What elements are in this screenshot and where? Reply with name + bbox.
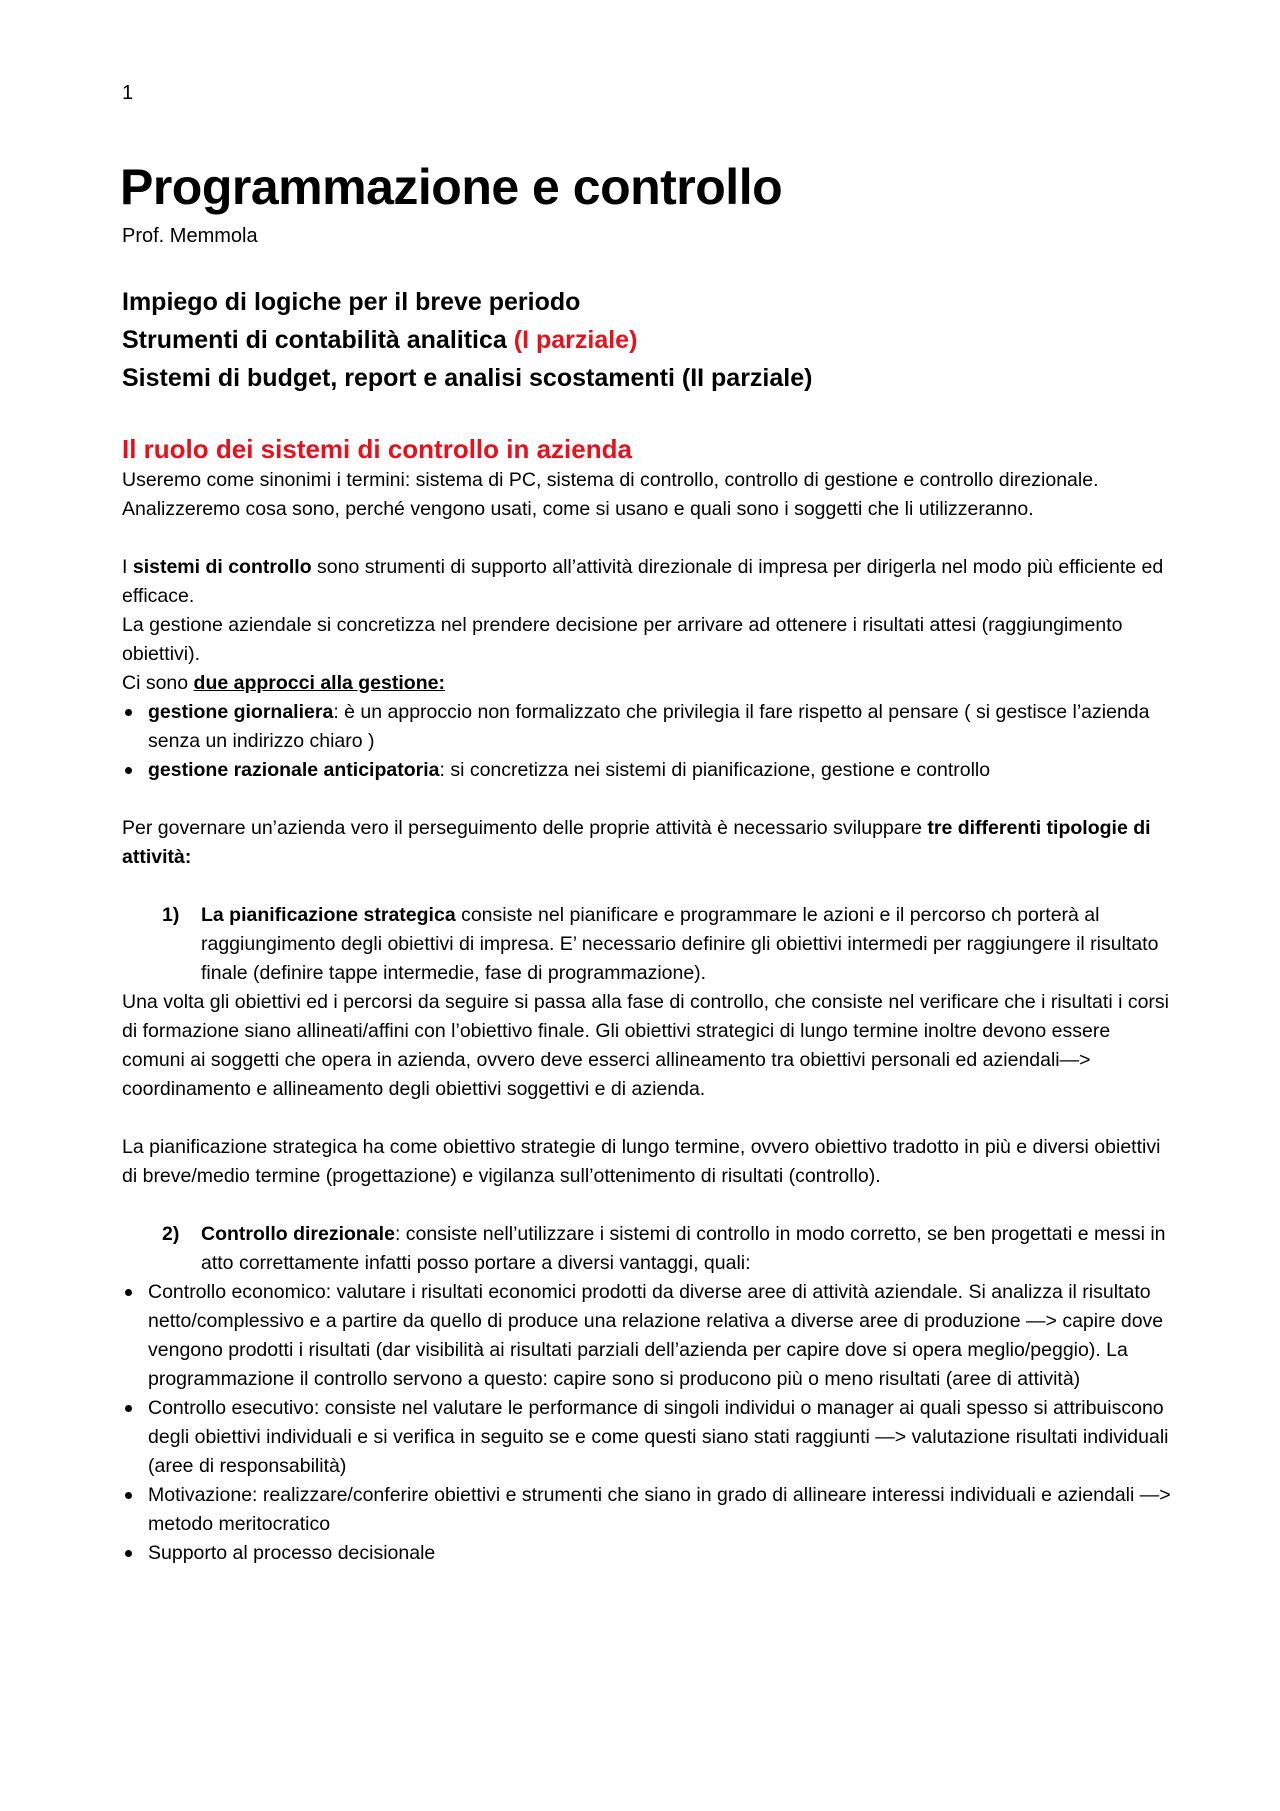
paragraph: Useremo come sinonimi i termini: sistema di PC, sistema di controllo, controllo di gestione e controllo direzionale. <box>122 469 1099 491</box>
list-item: gestione giornaliera: è un approccio non formalizzato che privilegia il fare rispetto al pensare ( si gestisce l’azienda senza un indirizzo chiaro ) <box>122 698 1172 756</box>
main-content <box>122 432 1172 1568</box>
item-number: 1) <box>162 904 180 926</box>
topic-line: Sistemi di budget, report e analisi scostamenti (II parziale) <box>122 364 813 392</box>
section-heading: Il ruolo dei sistemi di controllo in azienda <box>122 434 632 464</box>
topic-line <box>122 321 812 359</box>
list-item: Motivazione: realizzare/conferire obiettivi e strumenti che siano in grado di allineare interessi individuali e aziendali —> metodo meritocratico <box>122 1481 1172 1539</box>
underlined-term: due approcci alla gestione: <box>193 672 445 694</box>
paragraph: La gestione aziendale si concretizza nel prendere decisione per arrivare ad ottenere i risultati attesi (raggiungimento obiettivi). <box>122 614 1123 665</box>
list-item: Controllo economico: valutare i risultati economici prodotti da diverse aree di attività aziendale. Si analizza il risultato netto/complessivo e a partire da quello di produce una relazione relativa a diverse aree di produzione —> capire dove vengono prodotti i risultati (dar visibilità ai risultati parziali dell’azienda per capire dove si opera meglio/peggio). La programmazione il controllo servono a questo: capire sono si producono più o meno risultati (aree di attività) <box>122 1278 1172 1394</box>
numbered-item: 2) Controllo direzionale: consiste nell’utilizzare i sistemi di controllo in modo corretto, se ben progettati e messi in atto correttamente infatti posso portare a diversi vantaggi, quali: <box>122 1220 1172 1278</box>
topic-red-note: (I parziale) <box>513 326 638 354</box>
paragraph: Per governare un’azienda vero il perseguimento delle proprie attività è necessario sviluppare tre differenti tipologie di attività: <box>122 817 1151 868</box>
bold-term: sistemi di controllo <box>132 556 312 578</box>
list-item: Controllo esecutivo: consiste nel valutare le performance di singoli individui o manager ai quali spesso si attribuiscono degli obiettivi individuali e si verifica in seguito se e come questi siano stati raggiunti —> valutazione risultati individuali (aree di responsabilità) <box>122 1394 1172 1481</box>
bold-term: tre differenti tipologie di attività: <box>122 817 1151 868</box>
paragraph: Ci sono due approcci alla gestione: <box>122 672 445 694</box>
list-item: gestione razionale anticipatoria: si concretizza nei sistemi di pianificazione, gestione e controllo <box>122 756 1172 785</box>
document-title: Programmazione e controllo <box>120 159 783 215</box>
author: Prof. Memmola <box>122 225 258 247</box>
topic-line: Impiego di logiche per il breve periodo <box>122 288 581 316</box>
topic-text: Strumenti di contabilità analitica <box>122 326 507 354</box>
page-number: 1 <box>122 82 134 104</box>
topics-block <box>122 283 812 397</box>
item-number: 2) <box>162 1223 180 1245</box>
paragraph: Una volta gli obiettivi ed i percorsi da seguire si passa alla fase di controllo, che consiste nel verificare che i risultati i corsi di formazione siano allineati/affini con l’obiettivo finale. Gli obiettivi strategici di lungo termine inoltre devono essere comuni ai soggetti che opera in azienda, ovvero deve esserci allineamento tra obiettivi personali ed aziendali—> coordinamento e allineamento degli obiettivi soggettivi e di azienda. <box>122 991 1169 1100</box>
list-item: Supporto al processo decisionale <box>122 1539 1172 1568</box>
paragraph: I sistemi di controllo sono strumenti di supporto all’attività direzionale di impresa per dirigerla nel modo più efficiente ed efficace. <box>122 556 1164 607</box>
numbered-item: 1) La pianificazione strategica consiste nel pianificare e programmare le azioni e il percorso ch porterà al raggiungimento degli obiettivi di impresa. E’ necessario definire gli obiettivi intermedi per raggiungere il risultato finale (definire tappe intermedie, fase di programmazione). <box>122 901 1172 988</box>
paragraph: La pianificazione strategica ha come obiettivo strategie di lungo termine, ovvero obiettivo tradotto in più e diversi obiettivi di breve/medio termine (progettazione) e vigilanza sull’ottenimento di risultati (controllo). <box>122 1136 1161 1187</box>
paragraph: Analizzeremo cosa sono, perché vengono usati, come si usano e quali sono i soggetti che li utilizzeranno. <box>122 498 1034 520</box>
